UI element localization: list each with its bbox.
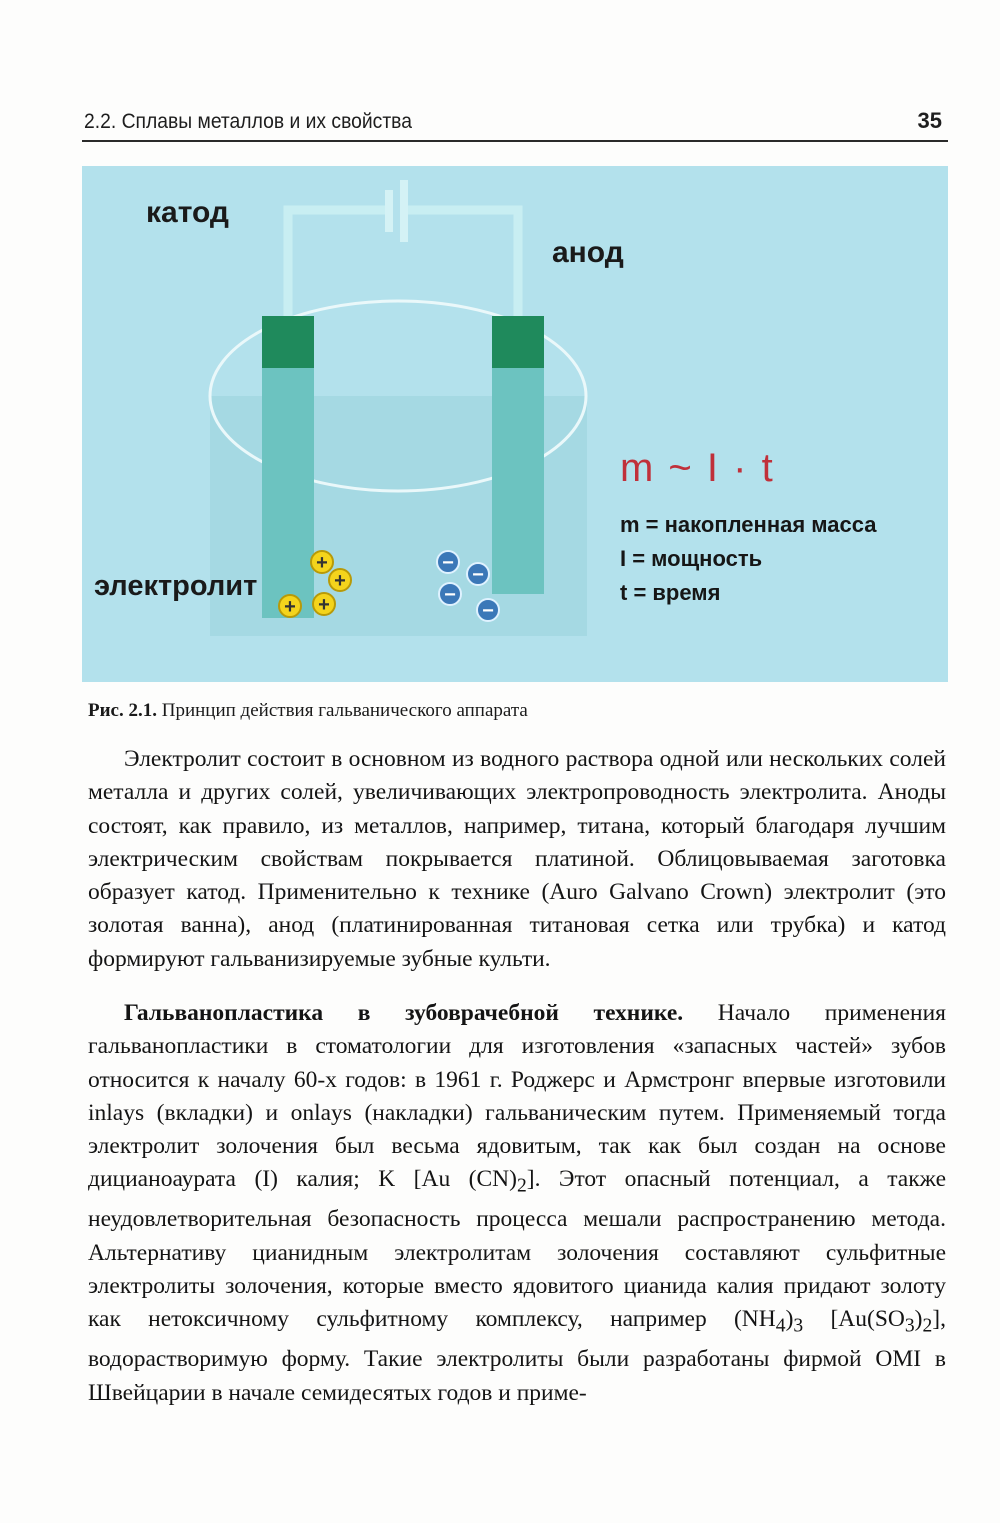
anode-label: анод [552, 236, 624, 269]
anion-icon [437, 551, 459, 574]
caption-text: Принцип действия гальванического аппарата [161, 700, 528, 721]
formula-legend [620, 508, 876, 610]
cation-icon [311, 551, 333, 574]
electrolyte-label: электролит [94, 570, 258, 602]
page-number: 35 [917, 108, 942, 133]
paragraph-electrolyte: Электролит состоит в основном из водного раствора одной или нескольких солей металла и других солей, увеличивающих электропроводность электролита. Аноды состоят, как правило, из металлов, например, титана, который благодаря лучшим электрическим свойствам покрывается платиной. Облицовываемая заготовка образует катод. Применительно к технике (Auro Galvano Crown) электролит (это золотая ванна), анод (платинированная титановая сетка или трубка) и катод формируют гальванизируемые зубные культи. [88, 746, 946, 972]
running-header [82, 108, 948, 142]
anion-icon [467, 563, 489, 586]
svg-text:+: + [284, 596, 296, 618]
galvanic-apparatus-figure [82, 166, 948, 682]
anion-icon [439, 583, 461, 606]
paragraph-lead: Гальванопластика в зубоврачебной технике. [124, 1000, 684, 1026]
cation-icon [279, 595, 301, 618]
cathode-label: катод [146, 196, 229, 229]
svg-text:+: + [334, 570, 346, 592]
paragraph-electroforming: Гальванопластика в зубоврачебной технике. Начало применения гальванопластики в стоматологии для изготовления «запасных частей» зубов относится к началу 60-х годов: в 1961 г. Роджерс и Армстронг впервые изготовили inlays (вкладки) и onlays (накладки) гальваническим путем. Применяемый тогда электролит золочения был весьма ядовитым, так как был создан на основе дицианоаурата (I) калия; K [Au $(CN)_2$]. Этот опасный потенциал, а также неудовлетворительная безопасность процесса мешали распространению метода. Альтернативу цианидным электролитам золочения составляют сульфитные электролиты золочения, которые вместо ядовитого цианида калия придают золоту как нетоксичному сульфитному комплексу, например $(NH_4)_3$ $[Au(SO_3)_2]$, водорастворимую форму. Такие электролиты были разработаны фирмой OMI в Швейцарии в начале семидесятых годов и приме- [88, 1000, 946, 1406]
cathode-electrode [262, 316, 314, 618]
svg-text:−: − [482, 600, 494, 622]
figure-number: Рис. 2.1. [88, 700, 157, 721]
anode-electrode [492, 316, 544, 594]
legend-item-mass: m = накопленная масса [620, 512, 877, 537]
faraday-formula: m ~ I · t [620, 446, 775, 490]
cation-icon [329, 569, 351, 592]
svg-text:−: − [442, 552, 454, 574]
svg-text:+: + [318, 594, 330, 616]
svg-text:−: − [472, 564, 484, 586]
svg-text:−: − [444, 584, 456, 606]
battery-icon [385, 180, 408, 242]
section-title: 2.2. Сплавы металлов и их свойства [84, 110, 412, 133]
anion-icon [477, 599, 499, 622]
figure-caption [88, 700, 528, 722]
legend-item-current: I = мощность [620, 546, 763, 571]
svg-text:+: + [316, 552, 328, 574]
cation-icon [313, 593, 335, 616]
legend-item-time: t = время [620, 580, 721, 605]
